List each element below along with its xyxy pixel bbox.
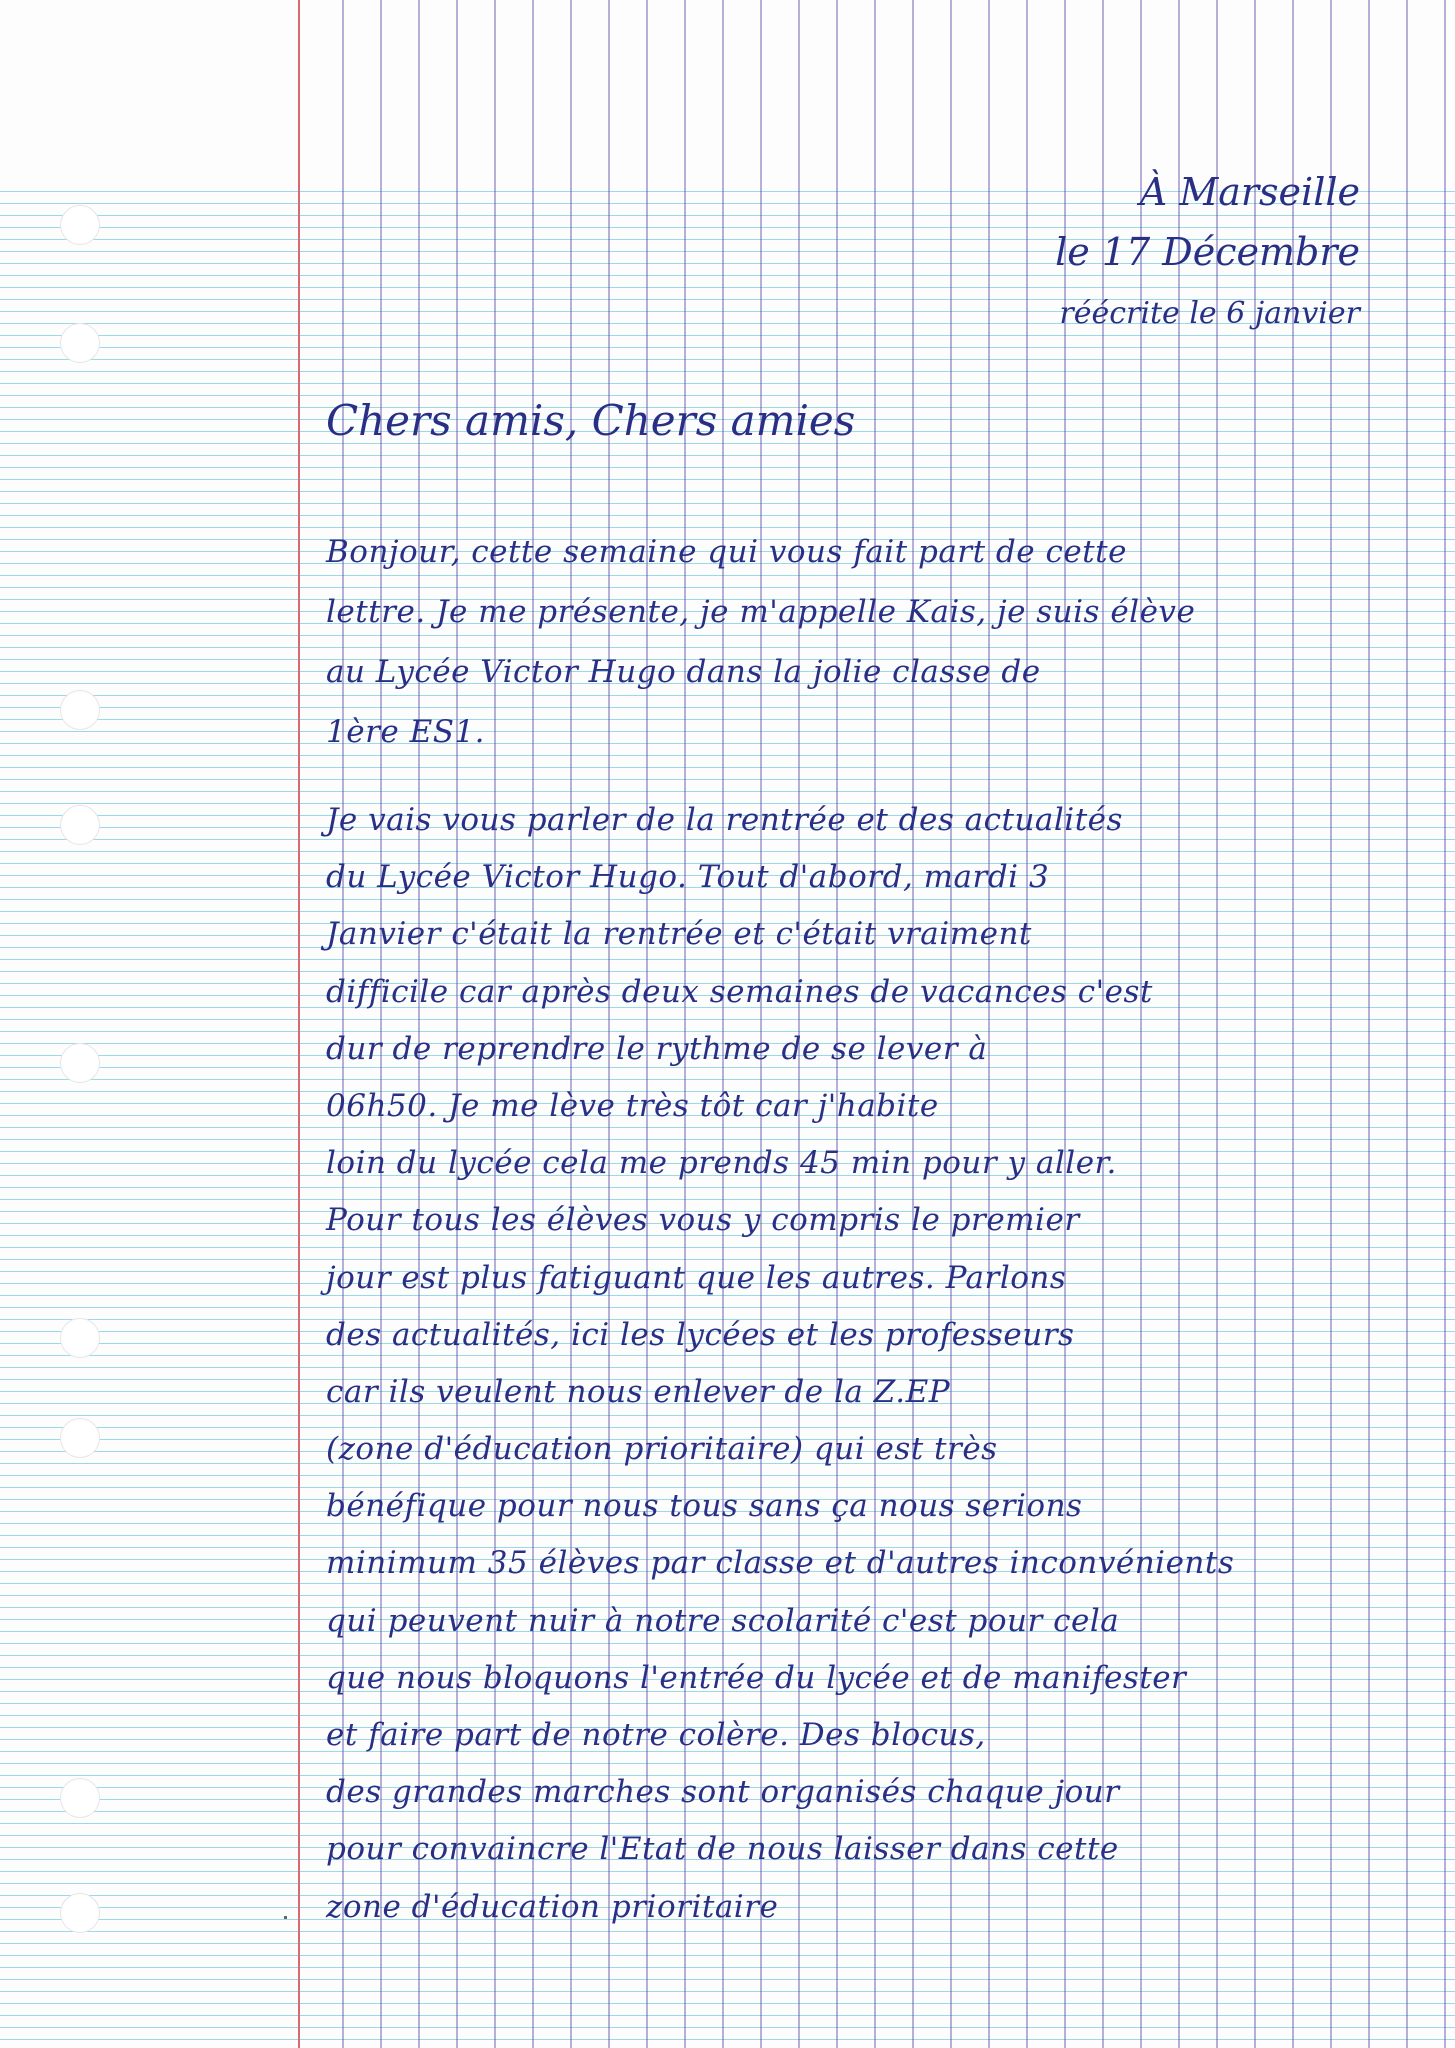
page-top-margin <box>0 0 1455 180</box>
text-line: bénéfique pour nous tous sans ça nous serions <box>326 1488 1083 1525</box>
letter-place: À Marseille <box>1139 170 1360 214</box>
text-line: 06h50. Je me lève très tôt car j'habite <box>326 1087 939 1124</box>
binder-hole <box>60 1778 100 1818</box>
binder-holes <box>60 0 100 2048</box>
letter-paragraph-2 <box>326 792 1234 1936</box>
text-line: difficile car après deux semaines de vacances c'est <box>326 973 1153 1010</box>
red-margin-line <box>298 0 300 2048</box>
binder-hole <box>60 323 100 363</box>
text-line: minimum 35 élèves par classe et d'autres inconvénients <box>326 1545 1235 1582</box>
text-line: car ils veulent nous enlever de la Z.EP <box>326 1373 951 1410</box>
text-line: zone d'éducation prioritaire <box>326 1888 779 1925</box>
binder-hole <box>60 805 100 845</box>
letter-paragraph-1 <box>326 522 1195 762</box>
text-line: loin du lycée cela me prends 45 min pour y aller. <box>326 1145 1117 1182</box>
binder-hole <box>60 1318 100 1358</box>
text-line: (zone d'éducation prioritaire) qui est très <box>326 1431 998 1468</box>
letter-date: le 17 Décembre <box>1055 230 1360 274</box>
text-line: au Lycée Victor Hugo dans la jolie classe de <box>326 654 1041 690</box>
text-line: pour convaincre l'Etat de nous laisser dans cette <box>326 1831 1119 1868</box>
text-line: des grandes marches sont organisés chaque jour <box>326 1774 1120 1811</box>
binder-hole <box>60 1043 100 1083</box>
text-line: Je vais vous parler de la rentrée et des actualités <box>326 802 1123 838</box>
letter-salutation: Chers amis, Chers amies <box>326 396 856 445</box>
binder-hole <box>60 205 100 245</box>
binder-hole <box>60 1893 100 1933</box>
text-line: Bonjour, cette semaine qui vous fait part de cette <box>326 534 1127 570</box>
text-line: lettre. Je me présente, je m'appelle Kais, je suis élève <box>326 594 1196 630</box>
text-line: jour est plus fatiguant que les autres. Parlons <box>326 1259 1067 1296</box>
text-line: que nous bloquons l'entrée du lycée et de manifester <box>326 1659 1187 1696</box>
text-line: et faire part de notre colère. Des blocus, <box>326 1717 986 1753</box>
pen-mark <box>284 1916 287 1919</box>
letter-rewritten-date: réécrite le 6 janvier <box>1059 296 1360 331</box>
text-line: qui peuvent nuir à notre scolarité c'est pour cela <box>326 1602 1120 1639</box>
text-line: dur de reprendre le rythme de se lever à <box>326 1030 988 1067</box>
text-line: 1ère ES1. <box>326 714 486 750</box>
text-line: du Lycée Victor Hugo. Tout d'abord, mardi 3 <box>326 859 1050 896</box>
text-line: des actualités, ici les lycées et les professeurs <box>326 1316 1075 1353</box>
binder-hole <box>60 690 100 730</box>
text-line: Pour tous les élèves vous y compris le premier <box>326 1202 1080 1239</box>
text-line: Janvier c'était la rentrée et c'était vraiment <box>326 916 1032 953</box>
binder-hole <box>60 1418 100 1458</box>
